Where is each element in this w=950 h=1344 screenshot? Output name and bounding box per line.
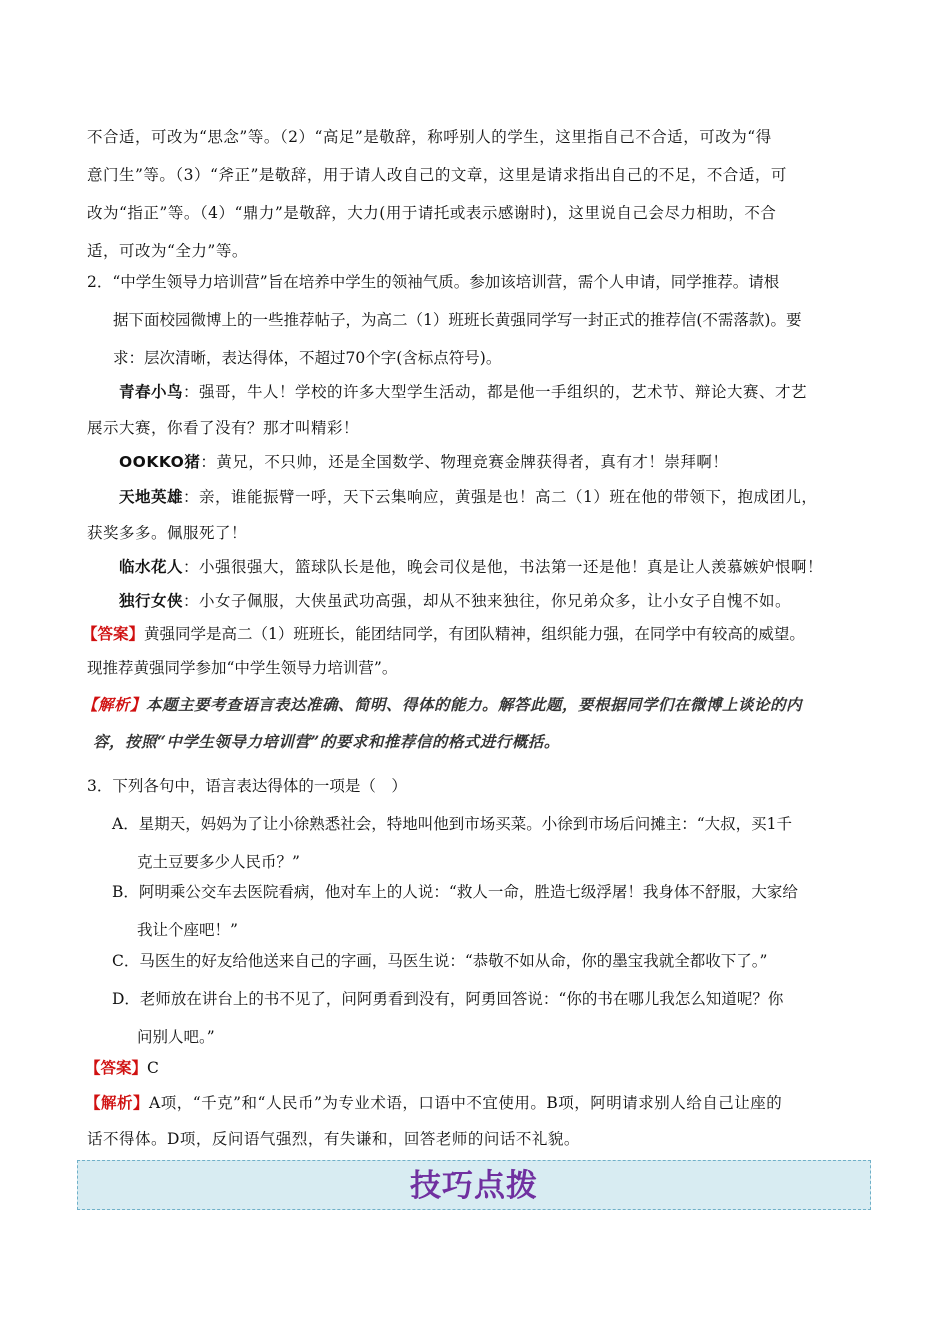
question-2-stem: 2．“中学生领导力培训营”旨在培养中学生的领袖气质。参加该培训营，需个人申请，同学推荐。请根 <box>87 273 780 291</box>
post-author: 临水花人 <box>119 558 184 576</box>
option-a: A．星期天，妈妈为了让小徐熟悉社会，特地叫他到市场买菜。小徐到市场后问摊主：“大叔，买1千 <box>112 815 792 833</box>
weibo-post-cont: 展示大赛，你看了没有？那才叫精彩！ <box>87 419 360 437</box>
question-3-stem: 3．下列各句中，语言表达得体的一项是（ ） <box>87 777 407 795</box>
text-line: 适，可改为“全力”等。 <box>87 242 248 260</box>
weibo-post <box>87 548 867 586</box>
post-author: OOKKO猪 <box>119 453 201 471</box>
option-a-cont: 克土豆要多少人民币？” <box>137 853 300 871</box>
text-line: 改为“指正”等。（4）“鼎力”是敬辞，大力(用于请托或表示感谢时)，这里说自己会尽力相助，不合 <box>87 204 777 222</box>
answer-tag: 【答案】 <box>82 625 145 643</box>
analysis-line <box>85 1084 865 1122</box>
answer-line <box>85 1049 865 1087</box>
weibo-post <box>87 478 867 516</box>
analysis-line <box>82 686 862 724</box>
option-b: B．阿明乘公交车去医院看病，他对车上的人说：“救人一命，胜造七级浮屠！我身体不舒服，大家给 <box>112 883 798 901</box>
analysis-text: A项，“千克”和“人民币”为专业术语，口语中不宜使用。B项，阿明请求别人给自己让座的 <box>149 1094 783 1112</box>
post-text: ：强哥，牛人！学校的许多大型学生活动，都是他一手组织的，艺术节、辩论大赛、才艺 <box>183 383 808 401</box>
post-text: ：小女子佩服，大侠虽武功高强，却从不独来独往，你兄弟众多，让小女子自愧不如。 <box>183 592 792 610</box>
answer-tag: 【答案】 <box>85 1059 148 1077</box>
answer-line: 现推荐黄强同学参加“中学生领导力培训营”。 <box>87 659 398 677</box>
weibo-post <box>87 443 867 481</box>
post-author: 独行女侠 <box>119 592 184 610</box>
option-d-cont: 问别人吧。” <box>137 1028 215 1046</box>
question-2-stem: 求：层次清晰，表达得体，不超过70个字(含标点符号)。 <box>113 349 502 367</box>
answer-text: 黄强同学是高二（1）班班长，能团结同学，有团队精神，组织能力强，在同学中有较高的威望。 <box>144 625 805 643</box>
option-d: D．老师放在讲台上的书不见了，问阿勇看到没有，阿勇回答说：“你的书在哪儿我怎么知道呢？你 <box>112 990 784 1008</box>
option-c: C．马医生的好友给他送来自己的字画，马医生说：“恭敬不如从命，你的墨宝我就全都收下了。” <box>112 952 768 970</box>
analysis-line: 话不得体。D项，反问语气强烈，有失谦和，回答老师的问话不礼貌。 <box>87 1130 580 1148</box>
post-text: ：小强很强大，篮球队长是他，晚会司仪是他，书法第一还是他！真是让人羡慕嫉妒恨啊！ <box>183 558 824 576</box>
answer-text: C <box>147 1059 159 1077</box>
weibo-post <box>87 373 867 411</box>
option-b-cont: 我让个座吧！” <box>137 921 238 939</box>
text-line: 不合适，可改为“思念”等。（2）“高足”是敬辞，称呼别人的学生，这里指自己不合适，可改为“得 <box>87 128 772 146</box>
analysis-tag: 【解析】 <box>82 696 147 714</box>
analysis-tag: 【解析】 <box>85 1094 150 1112</box>
post-author: 天地英雄 <box>119 488 184 506</box>
weibo-post-cont: 获奖多多。佩服死了！ <box>87 524 248 542</box>
post-text: ：黄兄，不只帅，还是全国数学、物理竞赛金牌获得者，真有才！崇拜啊！ <box>200 453 729 471</box>
analysis-text: 本题主要考查语言表达准确、简明、得体的能力。解答此题，要根据同学们在微博上谈论的内 <box>146 695 803 714</box>
answer-line <box>82 615 862 653</box>
section-banner <box>77 1160 871 1210</box>
text-line: 意门生”等。（3）“斧正”是敬辞，用于请人改自己的文章，这里是请求指出自己的不足，不合适，可 <box>87 166 787 184</box>
post-text: ：亲，谁能振臂一呼，天下云集响应，黄强是也！高二（1）班在他的带领下，抱成团儿， <box>183 488 818 506</box>
post-author: 青春小鸟 <box>119 383 184 401</box>
question-2-stem: 据下面校园微博上的一些推荐帖子，为高二（1）班班长黄强同学写一封正式的推荐信(不需落款)。要 <box>113 311 802 329</box>
section-title: 技巧点拨 <box>410 1168 538 1204</box>
analysis-line: 容，按照“中学生领导力培训营”的要求和推荐信的格式进行概括。 <box>93 732 560 751</box>
